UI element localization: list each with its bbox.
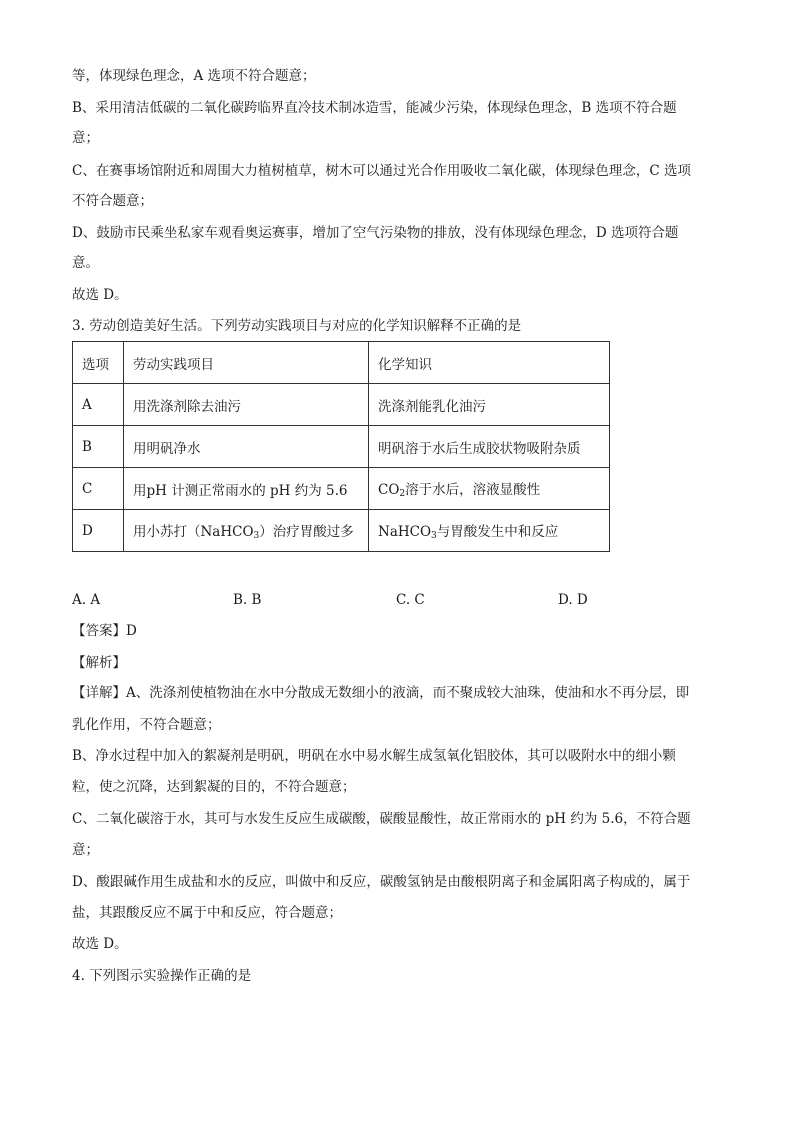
table-row (73, 468, 610, 510)
row-knowledge (369, 468, 610, 510)
text-line: 故选 D。 (72, 287, 128, 303)
question-3-table (72, 341, 610, 552)
text-line: 不符合题意； (72, 193, 153, 209)
option-c: C. C (396, 592, 425, 608)
text-line: C、二氧化碳溶于水，其可与水发生反应生成碳酸，碳酸显酸性，故正常雨水的 pH 约为 5.6，不符合题 (72, 811, 691, 827)
question-3-stem: 3. 劳动创造美好生活。下列劳动实践项目与对应的化学知识解释不正确的是 (72, 318, 522, 334)
knowledge-text: 与胃酸发生中和反应 (436, 524, 559, 540)
row-option: A (73, 384, 124, 426)
text-line: D、酸跟碱作用生成盐和水的反应，叫做中和反应，碳酸氢钠是由酸根阴离子和金属阳离子构成的，属于 (72, 874, 691, 890)
row-project: 用pH 计测正常雨水的 pH 约为 5.6 (124, 468, 369, 510)
header-project: 劳动实践项目 (124, 342, 369, 384)
text-line: C、在赛事场馆附近和周围大力植树植草，树木可以通过光合作用吸收二氧化碳，体现绿色理念，C 选项 (72, 163, 691, 179)
text-line: 故选 D。 (72, 936, 128, 952)
row-project: 用明矾净水 (124, 426, 369, 468)
table-header-row (73, 342, 610, 384)
answer-label: 【答案】D (72, 623, 137, 639)
knowledge-text: 溶于水后，溶液显酸性 (405, 482, 541, 498)
row-knowledge: 明矾溶于水后生成胶状物吸附杂质 (369, 426, 610, 468)
row-knowledge (369, 510, 610, 552)
option-d: D. D (558, 592, 588, 608)
project-text: 用小苏打（NaHCO (133, 524, 254, 540)
text-line: 意； (72, 842, 99, 858)
formula-subscript: 3 (253, 531, 260, 541)
row-option: C (73, 468, 124, 510)
text-line: 粒，使之沉降，达到絮凝的目的，不符合题意； (72, 779, 356, 795)
formula-text: NaHCO (378, 524, 432, 540)
text-line: 意。 (72, 255, 99, 271)
formula-text: CO (378, 482, 400, 498)
analysis-label: 【解析】 (72, 655, 126, 671)
project-text: ）治疗胃酸过多 (259, 524, 354, 540)
text-line: B、采用清洁低碳的二氧化碳跨临界直冷技术制冰造雪，能减少污染，体现绿色理念，B 选项不符合题 (72, 100, 677, 116)
row-project (124, 510, 369, 552)
question-4-stem: 4. 下列图示实验操作正确的是 (72, 968, 252, 984)
table-row (73, 384, 610, 426)
text-line: 盐，其跟酸反应不属于中和反应，符合题意； (72, 905, 342, 921)
header-knowledge: 化学知识 (369, 342, 610, 384)
option-b: B. B (233, 592, 262, 608)
row-option: B (73, 426, 124, 468)
formula-subscript: 3 (431, 531, 437, 541)
formula-subscript: 2 (399, 489, 406, 499)
row-knowledge: 洗涤剂能乳化油污 (369, 384, 610, 426)
text-line: D、鼓励市民乘坐私家车观看奥运赛事，增加了空气污染物的排放，没有体现绿色理念，D 选项符合题 (72, 225, 679, 241)
text-line: 意； (72, 130, 99, 146)
table-row (73, 426, 610, 468)
text-line: 等，体现绿色理念，A 选项不符合题意； (72, 68, 316, 84)
row-project: 用洗涤剂除去油污 (124, 384, 369, 426)
text-line: B、净水过程中加入的絮凝剂是明矾，明矾在水中易水解生成氢氧化铝胶体，其可以吸附水中的细小颗 (72, 748, 676, 764)
option-a: A. A (72, 592, 101, 608)
text-line: 乳化作用，不符合题意； (72, 717, 221, 733)
table-row (73, 510, 610, 552)
row-option: D (73, 510, 124, 552)
text-line: 【详解】A、洗涤剂使植物油在水中分散成无数细小的液滴，而不聚成较大油珠，使油和水不再分层，即 (72, 685, 690, 701)
header-option: 选项 (73, 342, 124, 384)
